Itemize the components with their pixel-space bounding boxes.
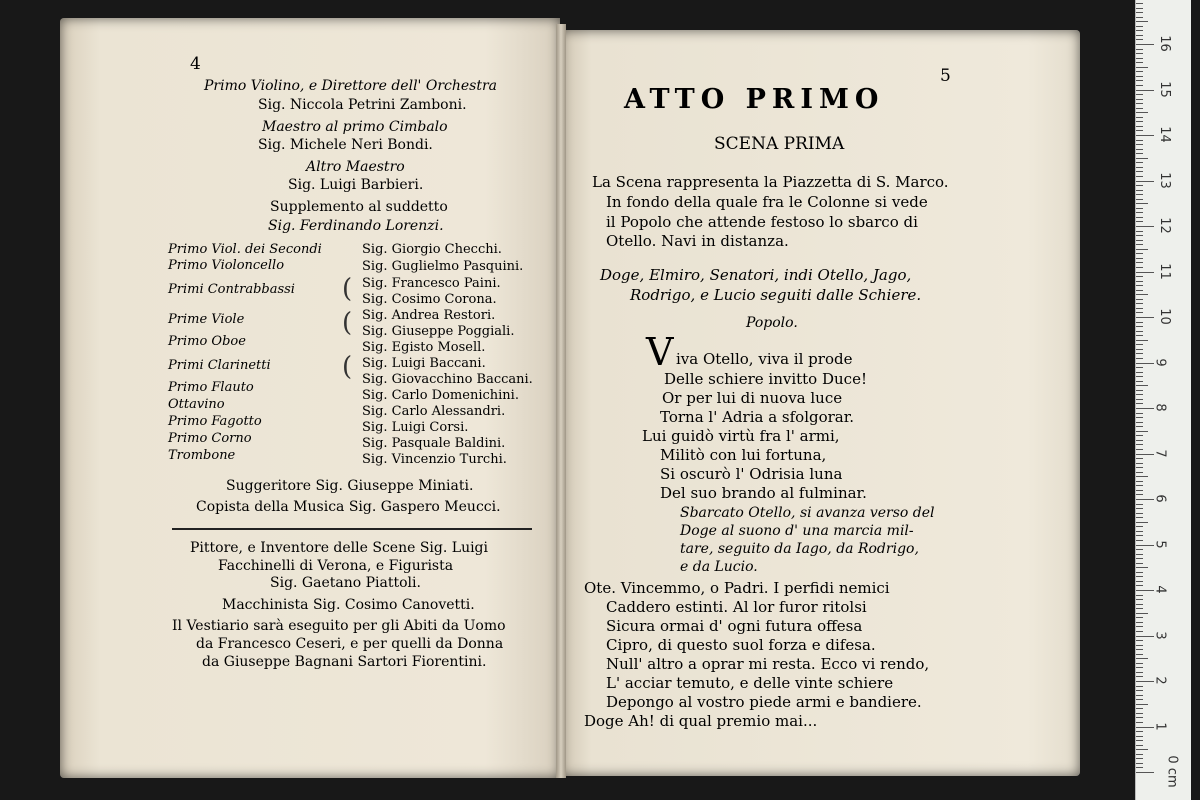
ruler-tick [1136, 549, 1143, 550]
orchestra-player: Sig. Guglielmo Pasquini. [362, 259, 524, 274]
ruler-tick [1136, 171, 1143, 172]
scene-title: SCENA PRIMA [714, 134, 845, 154]
ruler-tick [1136, 772, 1154, 773]
verse-line: Lui guidò virtù fra l' armi, [642, 427, 840, 445]
ruler-tick [1136, 290, 1143, 291]
ruler-tick [1136, 322, 1143, 323]
ruler-tick [1136, 149, 1143, 150]
ruler-tick [1136, 563, 1143, 564]
orchestra-role: Primi Clarinetti [168, 358, 271, 373]
ruler-tick [1136, 103, 1143, 104]
left-line: Sig. Luigi Barbieri. [288, 177, 424, 193]
ruler-tick [1136, 763, 1143, 764]
orchestra-player: Sig. Vincenzio Turchi. [362, 452, 507, 467]
orchestra-role: Trombone [168, 448, 236, 463]
verse-line: Militò con lui fortuna, [660, 446, 827, 464]
ruler-label: 3 [1152, 630, 1168, 640]
orchestra-role: Primo Corno [168, 431, 252, 446]
ruler-tick [1136, 526, 1143, 527]
ruler-tick [1136, 244, 1143, 245]
stage-direction: Doge al suono d' una marcia mil- [680, 523, 914, 539]
orchestra-role: Primo Viol. dei Secondi [168, 242, 322, 257]
left-line: Sig. Ferdinando Lorenzi. [268, 218, 444, 234]
ruler-label: 2 [1152, 676, 1168, 685]
ruler-tick [1136, 585, 1143, 586]
characters-line: Rodrigo, e Lucio seguiti dalle Schiere. [630, 286, 922, 304]
scene-description: il Popolo che attende festoso lo sbarco di [606, 213, 918, 231]
orchestra-role: Primo Flauto [168, 380, 254, 395]
ruler-tick [1136, 326, 1143, 327]
orchestra-role: Prime Viole [168, 312, 245, 327]
book-spine [556, 24, 566, 778]
ruler-tick [1136, 545, 1154, 546]
ruler-tick [1136, 335, 1143, 336]
ruler-tick [1136, 640, 1143, 641]
ruler-tick [1136, 158, 1148, 159]
ruler-tick [1136, 490, 1143, 491]
ruler-tick [1136, 85, 1143, 86]
ruler-tick [1136, 299, 1143, 300]
ruler-label: 14 [1156, 126, 1172, 143]
ruler-tick [1136, 240, 1143, 241]
left-line: Sig. Niccola Petrini Zamboni. [258, 97, 467, 113]
ruler-tick [1136, 667, 1143, 668]
ruler-tick [1136, 704, 1148, 705]
ruler-tick [1136, 508, 1143, 509]
ruler-tick [1136, 385, 1148, 386]
ruler-tick [1136, 308, 1143, 309]
ruler-tick [1136, 267, 1143, 268]
ruler-tick [1136, 690, 1143, 691]
ruler-tick [1136, 17, 1143, 18]
ruler-tick [1136, 413, 1143, 414]
ruler-tick [1136, 599, 1143, 600]
ruler-tick [1136, 522, 1148, 523]
orchestra-player: Sig. Luigi Baccani. [362, 356, 486, 371]
ruler-tick [1136, 312, 1143, 313]
brace: ( [342, 274, 353, 304]
verse-line: Si oscurò l' Odrisia luna [660, 465, 843, 483]
ruler-tick [1136, 676, 1143, 677]
ruler-tick [1136, 663, 1143, 664]
ruler-label: 7 [1152, 448, 1168, 458]
divider-rule [172, 528, 532, 530]
ruler-tick [1136, 281, 1143, 282]
ruler-tick [1136, 231, 1143, 232]
dialogue-line: Ote. Vincemmo, o Padri. I perfidi nemici [584, 579, 890, 597]
ruler-tick [1136, 317, 1154, 318]
ruler-tick [1136, 613, 1148, 614]
ruler-tick [1136, 458, 1143, 459]
stage-direction: e da Lucio. [680, 559, 758, 575]
ruler-tick [1136, 513, 1143, 514]
ruler-tick [1136, 3, 1143, 4]
ruler-tick [1136, 199, 1143, 200]
ruler-tick [1136, 76, 1143, 77]
ruler-tick [1136, 358, 1143, 359]
ruler-tick [1136, 372, 1143, 373]
orchestra-player: Sig. Carlo Alessandri. [362, 404, 506, 419]
ruler-tick [1136, 144, 1143, 145]
ruler-tick [1136, 221, 1143, 222]
characters-line: Doge, Elmiro, Senatori, indi Otello, Jago, [600, 266, 912, 284]
ruler-tick [1136, 631, 1143, 632]
ruler-tick [1136, 608, 1143, 609]
brace: ( [342, 308, 353, 338]
ruler-tick [1136, 226, 1154, 227]
orchestra-player: Sig. Giovacchino Baccani. [362, 372, 533, 387]
dialogue-line: Cipro, di questo suol forza e difesa. [606, 636, 876, 654]
dialogue-line: L' acciar temuto, e delle vinte schiere [606, 674, 894, 692]
ruler-tick [1136, 444, 1143, 445]
orchestra-player: Sig. Cosimo Corona. [362, 292, 497, 307]
ruler-tick [1136, 622, 1143, 623]
ruler-label: 11 [1156, 262, 1172, 280]
ruler-tick [1136, 381, 1143, 382]
orchestra-player: Sig. Pasquale Baldini. [362, 436, 506, 451]
ruler-tick [1136, 463, 1143, 464]
drop-cap: V [646, 330, 674, 374]
ruler-tick [1136, 645, 1143, 646]
footer-line: Copista della Musica Sig. Gaspero Meucci. [196, 499, 501, 515]
brace: ( [342, 352, 353, 382]
speaker-label: Popolo. [746, 315, 798, 331]
ruler-tick [1136, 494, 1143, 495]
ruler-tick [1136, 408, 1154, 409]
ruler-tick [1136, 604, 1143, 605]
orchestra-player: Sig. Francesco Paini. [362, 276, 501, 291]
ruler-tick [1136, 499, 1154, 500]
ruler-tick [1136, 367, 1143, 368]
page-number-left: 4 [190, 54, 201, 74]
ruler-tick [1136, 658, 1148, 659]
ruler-tick [1136, 94, 1143, 95]
ruler-tick [1136, 262, 1143, 263]
ruler-tick [1136, 390, 1143, 391]
ruler-tick [1136, 749, 1148, 750]
ruler-tick [1136, 626, 1143, 627]
ruler-tick [1136, 449, 1143, 450]
left-line: Sig. Michele Neri Bondi. [258, 137, 433, 153]
ruler-tick [1136, 208, 1143, 209]
ruler-tick [1136, 217, 1143, 218]
orchestra-player: Sig. Luigi Corsi. [362, 420, 469, 435]
act-title: ATTO PRIMO [624, 84, 885, 115]
ruler-tick [1136, 695, 1143, 696]
ruler-tick [1136, 153, 1143, 154]
ruler-tick [1136, 117, 1143, 118]
orchestra-player: Sig. Andrea Restori. [362, 308, 496, 323]
ruler-tick [1136, 212, 1143, 213]
ruler-tick [1136, 590, 1154, 591]
ruler-tick [1136, 572, 1143, 573]
ruler-tick [1136, 331, 1143, 332]
orchestra-role: Primi Contrabbassi [168, 282, 295, 297]
ruler-label: 9 [1152, 357, 1168, 367]
ruler-tick [1136, 636, 1154, 637]
ruler-label: 12 [1156, 217, 1172, 234]
ruler-tick [1136, 130, 1143, 131]
ruler-tick [1136, 554, 1143, 555]
ruler-tick [1136, 727, 1154, 728]
ruler-tick [1136, 344, 1143, 345]
ruler-tick [1136, 71, 1143, 72]
ruler-tick [1136, 35, 1143, 36]
ruler-tick [1136, 303, 1143, 304]
ruler-tick [1136, 440, 1143, 441]
ruler-label: 10 [1156, 308, 1172, 325]
ruler-tick [1136, 285, 1143, 286]
ruler-label: 4 [1152, 585, 1168, 594]
orchestra-player: Sig. Giuseppe Poggiali. [362, 324, 515, 339]
left-line: Supplemento al suddetto [270, 199, 448, 215]
ruler-tick [1136, 108, 1143, 109]
dialogue-line: Caddero estinti. Al lor furor ritolsi [606, 598, 867, 616]
ruler-tick [1136, 699, 1143, 700]
ruler-tick [1136, 681, 1154, 682]
footer-line: Sig. Gaetano Piattoli. [270, 575, 421, 591]
ruler-tick [1136, 535, 1143, 536]
ruler-tick [1136, 717, 1143, 718]
ruler-tick [1136, 745, 1143, 746]
orchestra-player: Sig. Carlo Domenichini. [362, 388, 519, 403]
ruler-tick [1136, 294, 1148, 295]
ruler-tick [1136, 99, 1143, 100]
ruler-tick [1136, 467, 1143, 468]
ruler-tick [1136, 417, 1143, 418]
ruler-tick [1136, 654, 1143, 655]
verse-line: Or per lui di nuova luce [662, 389, 843, 407]
ruler-tick [1136, 258, 1143, 259]
ruler-tick [1136, 722, 1143, 723]
ruler-tick [1136, 713, 1143, 714]
ruler-tick [1136, 353, 1143, 354]
ruler-tick [1136, 181, 1154, 182]
orchestra-role: Primo Fagotto [168, 414, 262, 429]
ruler-tick [1136, 112, 1148, 113]
ruler-tick [1136, 8, 1143, 9]
ruler-tick [1136, 58, 1143, 59]
ruler-tick [1136, 403, 1143, 404]
ruler-tick [1136, 708, 1143, 709]
ruler-tick [1136, 253, 1143, 254]
ruler-tick [1136, 399, 1143, 400]
ruler-tick [1136, 49, 1143, 50]
ruler-tick [1136, 349, 1143, 350]
footer-line: Pittore, e Inventore delle Scene Sig. Luigi [190, 540, 488, 556]
verse-line: Del suo brando al fulminar. [660, 484, 867, 502]
stage-direction: tare, seguito da Iago, da Rodrigo, [680, 541, 919, 557]
ruler-tick [1136, 276, 1143, 277]
scene-description: In fondo della quale fra le Colonne si vede [606, 193, 928, 211]
ruler-tick [1136, 185, 1143, 186]
footer-line: da Francesco Ceseri, e per quelli da Donna [196, 636, 504, 652]
scene-description: Otello. Navi in distanza. [606, 232, 789, 250]
ruler-tick [1136, 481, 1143, 482]
ruler-label: 1 [1152, 721, 1168, 731]
verse-line: Torna l' Adria a sfolgorar. [660, 408, 855, 426]
left-line: Altro Maestro [306, 159, 405, 175]
footer-line: Suggeritore Sig. Giuseppe Miniati. [226, 478, 474, 494]
ruler-tick [1136, 194, 1143, 195]
ruler-tick [1136, 272, 1154, 273]
verse-line: Delle schiere invitto Duce! [664, 370, 867, 388]
ruler-tick [1136, 249, 1148, 250]
ruler-tick [1136, 767, 1143, 768]
ruler-tick [1136, 531, 1143, 532]
left-line: Maestro al primo Cimbalo [262, 119, 448, 135]
ruler-tick [1136, 672, 1143, 673]
ruler-tick [1136, 80, 1143, 81]
ruler-tick [1136, 476, 1148, 477]
ruler-tick [1136, 740, 1143, 741]
ruler-tick [1136, 426, 1143, 427]
ruler-tick [1136, 90, 1154, 91]
footer-line: Il Vestiario sarà eseguito per gli Abiti da Uomo [172, 618, 506, 634]
ruler-tick [1136, 62, 1143, 63]
ruler-tick [1136, 162, 1143, 163]
ruler-tick [1136, 39, 1143, 40]
ruler-tick [1136, 581, 1143, 582]
ruler-tick [1136, 595, 1143, 596]
ruler-tick [1136, 736, 1143, 737]
ruler-tick [1136, 617, 1143, 618]
ruler-tick [1136, 190, 1143, 191]
orchestra-role: Primo Oboe [168, 334, 246, 349]
ruler-tick [1136, 176, 1143, 177]
ruler-tick [1136, 12, 1143, 13]
ruler-tick [1136, 26, 1143, 27]
dialogue-line: Depongo al vostro piede armi e bandiere. [606, 693, 922, 711]
ruler-tick [1136, 135, 1154, 136]
measuring-ruler [1135, 0, 1191, 800]
orchestra-role: Ottavino [168, 397, 225, 412]
ruler-tick [1136, 567, 1148, 568]
ruler-tick [1136, 485, 1143, 486]
ruler-tick [1136, 363, 1154, 364]
ruler-label: 8 [1152, 403, 1168, 412]
page-number-right: 5 [940, 66, 951, 86]
scene-description: La Scena rappresenta la Piazzetta di S. Marco. [592, 173, 949, 191]
ruler-tick [1136, 731, 1143, 732]
ruler-tick [1136, 126, 1143, 127]
footer-line: da Giuseppe Bagnani Sartori Fiorentini. [202, 654, 487, 670]
ruler-tick [1136, 422, 1143, 423]
ruler-tick [1136, 67, 1148, 68]
footer-line: Facchinelli di Verona, e Figurista [218, 558, 454, 574]
ruler-tick [1136, 203, 1148, 204]
ruler-tick [1136, 558, 1143, 559]
ruler-tick [1136, 340, 1148, 341]
ruler-tick [1136, 754, 1143, 755]
ruler-tick [1136, 44, 1154, 45]
ruler-tick [1136, 576, 1143, 577]
verse-line: iva Otello, viva il prode [676, 350, 853, 368]
ruler-tick [1136, 376, 1143, 377]
ruler-tick [1136, 540, 1143, 541]
ruler-label: 16 [1156, 35, 1172, 52]
left-line: Primo Violino, e Direttore dell' Orchestra [204, 78, 498, 94]
dialogue-line: Doge Ah! di qual premio mai... [584, 712, 818, 730]
ruler-tick [1136, 649, 1143, 650]
ruler-label: 5 [1152, 539, 1168, 549]
ruler-tick [1136, 235, 1143, 236]
ruler-label: 15 [1156, 80, 1172, 98]
ruler-tick [1136, 21, 1148, 22]
ruler-tick [1136, 30, 1143, 31]
footer-line: Macchinista Sig. Cosimo Canovetti. [222, 597, 475, 613]
ruler-tick [1136, 686, 1143, 687]
ruler-tick [1136, 140, 1143, 141]
ruler-tick [1136, 758, 1143, 759]
ruler-tick [1136, 53, 1143, 54]
dialogue-line: Null' altro a oprar mi resta. Ecco vi rendo, [606, 655, 930, 673]
stage-direction: Sbarcato Otello, si avanza verso del [680, 505, 935, 521]
ruler-tick [1136, 435, 1143, 436]
ruler-label: 6 [1152, 494, 1168, 503]
ruler-tick [1136, 472, 1143, 473]
ruler-tick [1136, 504, 1143, 505]
ruler-tick [1136, 431, 1148, 432]
orchestra-role: Primo Violoncello [168, 258, 285, 273]
orchestra-player: Sig. Egisto Mosell. [362, 340, 486, 355]
orchestra-player: Sig. Giorgio Checchi. [362, 242, 502, 257]
ruler-label: 0 cm [1164, 755, 1180, 788]
ruler-tick [1136, 517, 1143, 518]
ruler-label: 13 [1156, 171, 1172, 189]
ruler-tick [1136, 454, 1154, 455]
ruler-tick [1136, 121, 1143, 122]
dialogue-line: Sicura ormai d' ogni futura offesa [606, 617, 863, 635]
ruler-tick [1136, 167, 1143, 168]
ruler-tick [1136, 394, 1143, 395]
